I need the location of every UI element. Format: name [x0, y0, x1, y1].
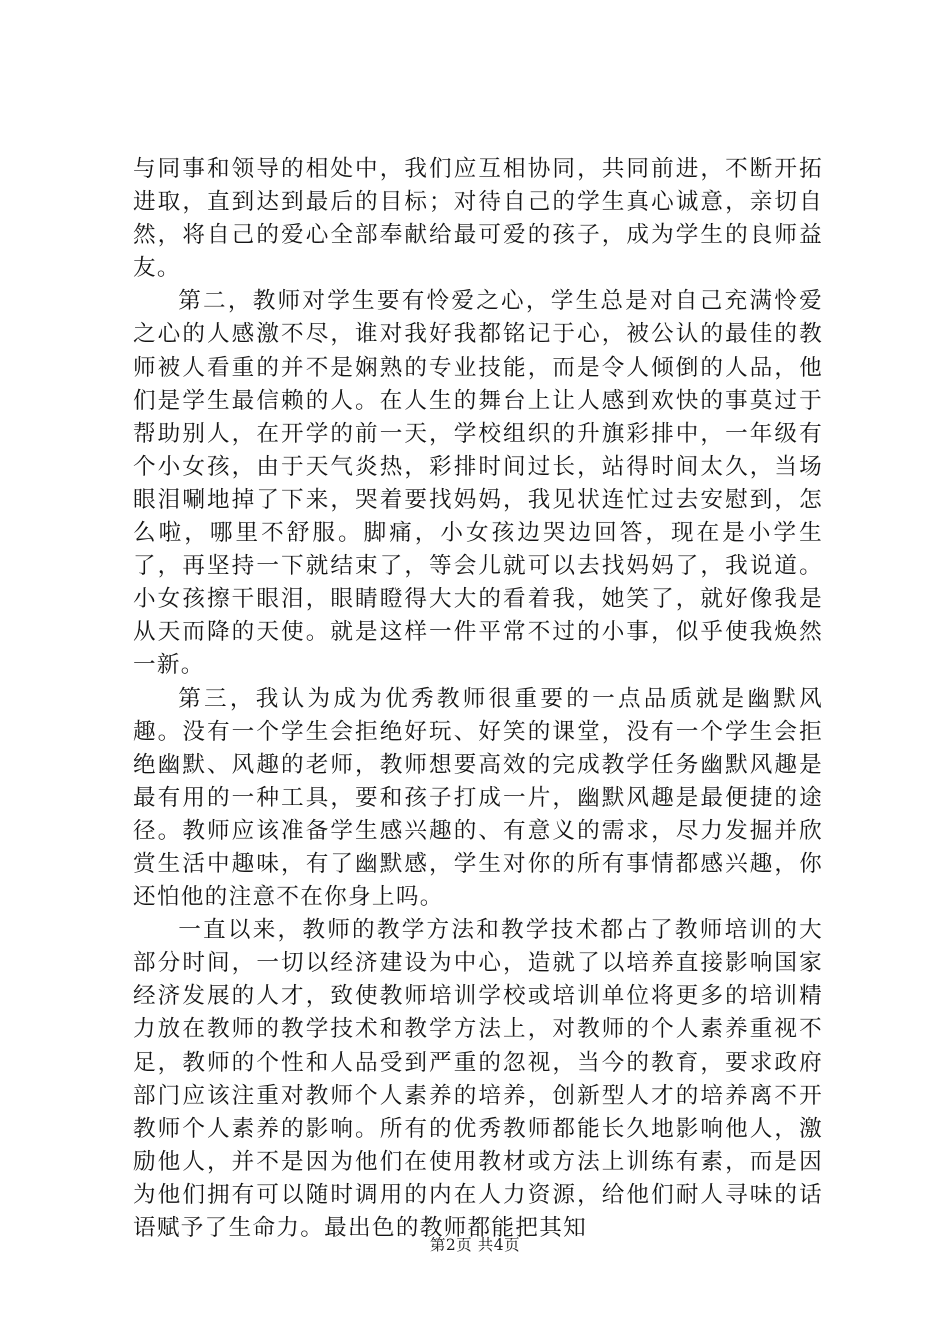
document-body — [133, 153, 823, 1245]
paragraph-4: 一直以来，教师的教学方法和教学技术都占了教师培训的大部分时间，一切以经济建设为中心，造就了以培养直接影响国家经济发展的人才，致使教师培训学校或培训单位将更多的培训精力放在教师的教学技术和教学方法上，对教师的个人素养重视不足，教师的个性和人品受到严重的忽视，当今的教育，要求政府部门应该注重对教师个人素养的培养，创新型人才的培养离不开教师个人素养的影响。所有的优秀教师都能长久地影响他人，激励他人，并不是因为他们在使用教材或方法上训练有素，而是因为他们拥有可以随时调用的内在人力资源，给他们耐人寻味的话语赋予了生命力。最出色的教师都能把其知 — [133, 917, 823, 1241]
paragraph-3: 第三，我认为成为优秀教师很重要的一点品质就是幽默风趣。没有一个学生会拒绝好玩、好笑的课堂，没有一个学生会拒绝幽默、风趣的老师，教师想要高效的完成教学任务幽默风趣是最有用的一种工具，要和孩子打成一片，幽默风趣是最便捷的途径。教师应该准备学生感兴趣的、有意义的需求，尽力发掘并欣赏生活中趣味，有了幽默感，学生对你的所有事情都感兴趣，你还怕他的注意不在你身上吗。 — [133, 685, 823, 911]
paragraph-2: 第二，教师对学生要有怜爱之心，学生总是对自己充满怜爱之心的人感激不尽，谁对我好我都铭记于心，被公认的最佳的教师被人看重的并不是娴熟的专业技能，而是令人倾倒的人品，他们是学生最信赖的人。在人生的舞台上让人感到欢快的事莫过于帮助别人，在开学的前一天，学校组织的升旗彩排中，一年级有个小女孩，由于天气炎热，彩排时间过长，站得时间太久，当场眼泪唰地掉了下来，哭着要找妈妈，我见状连忙过去安慰到，怎么啦，哪里不舒服。脚痛，小女孩边哭边回答，现在是小学生了，再坚持一下就结束了，等会儿就可以去找妈妈了，我说道。小女孩擦干眼泪，眼睛瞪得大大的看着我，她笑了，就好像我是从天而降的天使。就是这样一件平常不过的小事，似乎使我焕然一新。 — [133, 288, 823, 679]
paragraph-1: 与同事和领导的相处中，我们应互相协同，共同前进，不断开拓进取，直到达到最后的目标；对待自己的学生真心诚意，亲切自然，将自己的爱心全部奉献给最可爱的孩子，成为学生的良师益友。 — [133, 156, 823, 282]
page-number-footer: 第2页 共4页 — [429, 1236, 521, 1254]
